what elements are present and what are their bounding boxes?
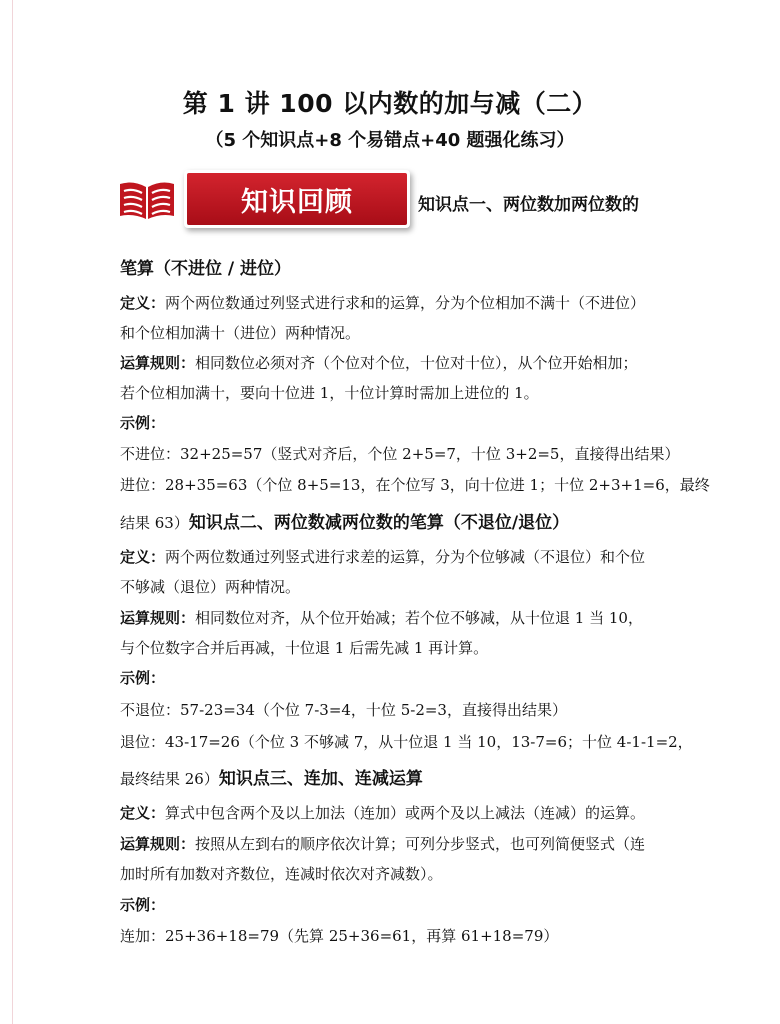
section-1-rule-cont: 若个位相加满十，要向十位进 1，十位计算时需加上进位的 1。	[120, 384, 539, 402]
rule-label: 运算规则：	[120, 609, 196, 627]
section-3-rule-cont: 加时所有加数对齐数位，连减时依次对齐减数）。	[120, 865, 443, 883]
section-3-heading-row	[120, 764, 423, 789]
section-1-definition	[120, 292, 645, 313]
section-1-rule	[120, 352, 638, 373]
definition-label: 定义：	[120, 804, 166, 822]
open-book-icon	[118, 176, 176, 222]
section-2-heading: 知识点二、两位数减两位数的笔算（不退位/退位）	[188, 513, 570, 533]
section-1-heading-part2: 笔算（不进位 / 进位）	[120, 259, 292, 279]
section-1-example-2: 进位：28+35=63（个位 8+5=13，在个位写 3，向十位进 1；十位 2+3+1=6，最终	[120, 476, 710, 494]
section-2-example-2: 退位：43-17=26（个位 3 不够减 7，从十位退 1 当 10，13-7=6；十位 4-1-1=2，	[120, 733, 693, 751]
definition-text: 算式中包含两个及以上加法（连加）或两个及以上减法（连减）的运算。	[165, 804, 646, 822]
definition-label: 定义：	[120, 548, 166, 566]
section-2-definition-cont: 不够减（退位）两种情况。	[120, 578, 301, 596]
section-1-example-label: 示例：	[120, 414, 166, 432]
definition-text: 两个两位数通过列竖式进行求差的运算，分为个位够减（不退位）和个位	[165, 548, 646, 566]
page-subtitle: （5 个知识点+8 个易错点+40 题强化练习）	[205, 130, 575, 151]
section-3-example-1: 连加：25+36+18=79（先算 25+36=61，再算 61+18=79）	[120, 927, 559, 945]
definition-label: 定义：	[120, 294, 166, 312]
page-edge-line	[12, 0, 13, 1024]
section-1-example-3: 结果 63）	[120, 514, 189, 532]
definition-text: 两个两位数通过列竖式进行求和的运算，分为个位相加不满十（不进位）	[165, 294, 646, 312]
section-1-heading-part1: 知识点一、两位数加两位数的	[418, 195, 639, 215]
rule-text: 相同数位对齐，从个位开始减；若个位不够减，从十位退 1 当 10，	[195, 609, 643, 627]
rule-label: 运算规则：	[120, 354, 196, 372]
page-title: 第 1 讲 100 以内数的加与减（二）	[182, 89, 598, 118]
section-3-heading: 知识点三、连加、连减运算	[218, 769, 423, 789]
section-3-example-label: 示例：	[120, 896, 166, 914]
section-2-example-label: 示例：	[120, 669, 166, 687]
knowledge-review-banner	[184, 170, 410, 228]
rule-label: 运算规则：	[120, 835, 196, 853]
section-2-rule	[120, 607, 643, 628]
rule-text: 相同数位必须对齐（个位对个位，十位对十位），从个位开始相加；	[195, 354, 638, 372]
section-2-example-3: 最终结果 26）	[120, 770, 219, 788]
section-3-definition	[120, 802, 645, 823]
section-1-example-1: 不进位：32+25=57（竖式对齐后，个位 2+5=7，十位 3+2=5，直接得出结果）	[120, 445, 680, 463]
rule-text: 按照从左到右的顺序依次计算；可列分步竖式，也可列简便竖式（连	[195, 835, 646, 853]
section-2-definition	[120, 546, 645, 567]
section-3-rule	[120, 833, 645, 854]
section-2-heading-row	[120, 508, 569, 533]
section-2-rule-cont: 与个位数字合并后再减，十位退 1 后需先减 1 再计算。	[120, 639, 489, 657]
section-2-example-1: 不退位：57-23=34（个位 7-3=4，十位 5-2=3，直接得出结果）	[120, 701, 567, 719]
section-1-definition-cont: 和个位相加满十（进位）两种情况。	[120, 324, 361, 342]
knowledge-review-label: 知识回顾	[187, 173, 407, 225]
